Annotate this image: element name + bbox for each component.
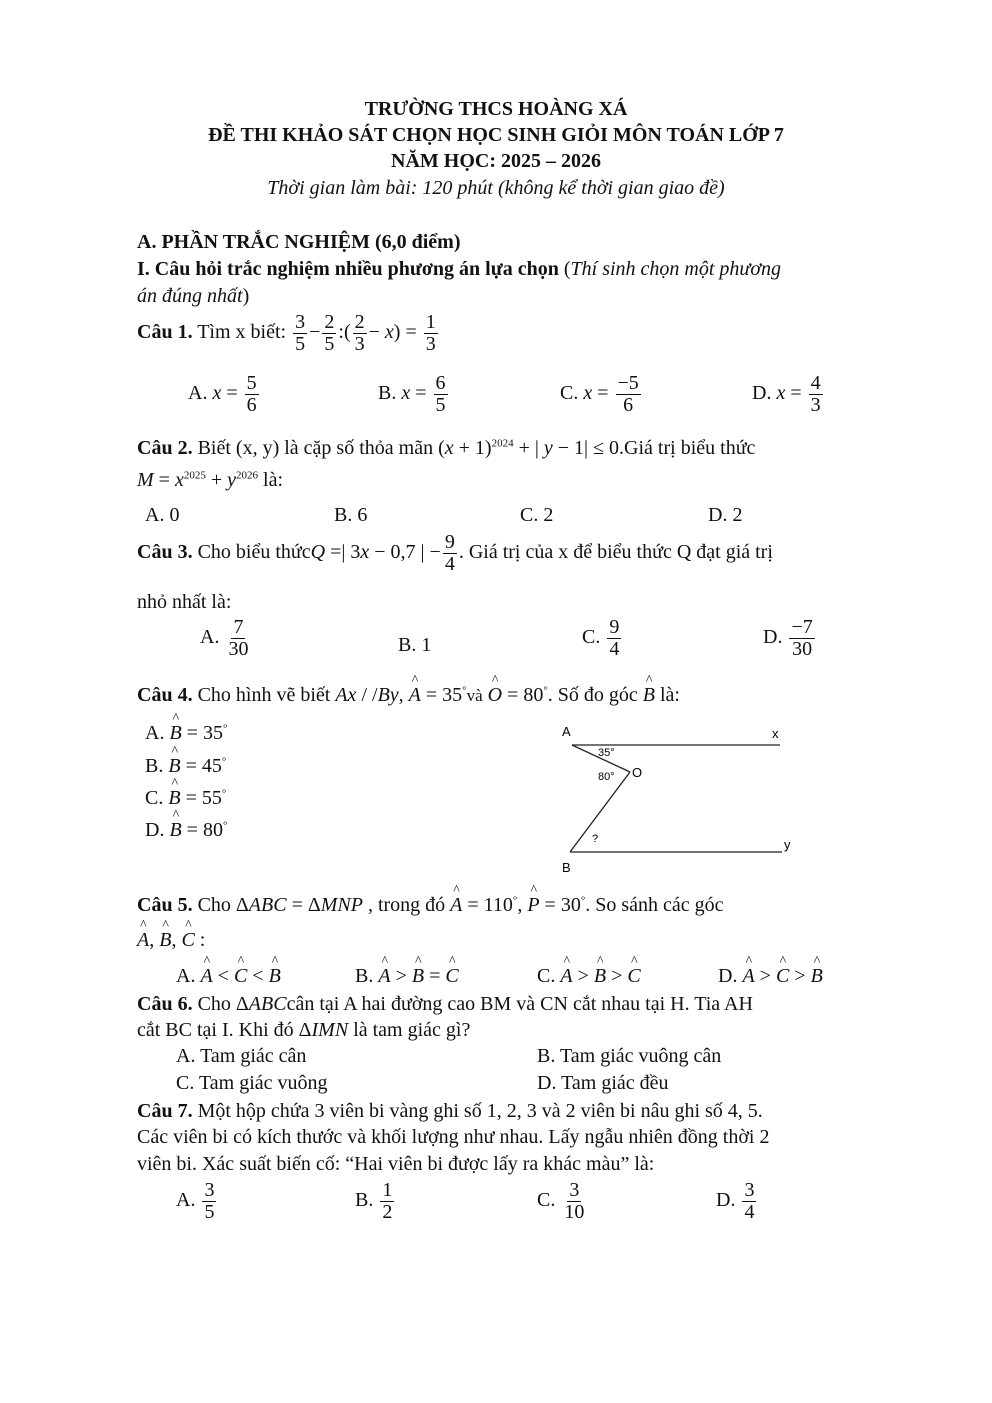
q3-option-d[interactable]: D. $\frac{-7}{30}$ <box>763 616 813 660</box>
q3-option-a[interactable]: A. $\frac{7}{30}$ <box>200 616 249 660</box>
label-question: ? <box>592 833 599 845</box>
q6-text1: Cho <box>197 993 231 1015</box>
note-open: ( <box>563 258 571 280</box>
label-o: O <box>632 765 643 780</box>
q3-c-label: C. <box>582 626 601 649</box>
q4-text2: . Số đo góc <box>547 684 638 706</box>
exam-title: ĐỀ THI KHẢO SÁT CHỌN HỌC SINH GIỎI MÔN TOÁN LỚP 7 <box>208 124 784 146</box>
q5-b-label: B. <box>355 965 374 987</box>
part-i-line2 <box>137 285 249 308</box>
q4-text1: Cho hình vẽ biết <box>197 684 331 706</box>
q3-text2: . Giá trị của x để biểu thức Q đạt giá trị <box>458 541 773 564</box>
q5-option-b[interactable]: B. ^ A > ^ B = ^ C <box>355 965 459 988</box>
q2-option-d[interactable]: D. 2 <box>708 504 743 526</box>
q7-option-d[interactable]: D. $\frac{3}{4}$ <box>716 1179 755 1223</box>
q7-a-label: A. <box>176 1189 196 1212</box>
q4-b-label: B. <box>145 755 164 777</box>
school-name: TRƯỜNG THCS HOÀNG XÁ <box>364 98 628 120</box>
label-x: x <box>772 726 779 741</box>
q6-label: Câu 6. <box>137 993 193 1015</box>
q5-a-label: A. <box>176 965 196 987</box>
q4-figure <box>550 722 810 882</box>
q4-text-va: và <box>466 686 483 705</box>
q3-stem-line1: Câu 3. Cho biểu thứcQ =| 3x − 0,7 | − $\frac{9}{4}$ . Giá trị của x để biểu thức Q đạt giá trị <box>137 531 773 575</box>
note-close: ) <box>242 285 250 307</box>
q6-stem-line1: Câu 6. Cho ΔABCcân tại A hai đường cao BM và CN cắt nhau tại H. Tia AH <box>137 993 753 1015</box>
q7-option-a[interactable]: A. $\frac{3}{5}$ <box>176 1179 215 1223</box>
q1-option-a[interactable]: A. x = $\frac{5}{6}$ <box>188 372 257 416</box>
q2-option-c[interactable]: C. 2 <box>520 504 554 526</box>
q3-option-b[interactable]: B. 1 <box>398 634 432 656</box>
q4-b-value: 45 <box>201 755 222 777</box>
note-italic-1: Thí sinh chọn một phương <box>570 258 781 280</box>
q7-label: Câu 7. <box>137 1100 193 1122</box>
q4-a-label: A. <box>145 722 165 744</box>
q2-text2: .Giá trị biểu thức <box>619 437 756 459</box>
q1-stem: Câu 1. Tìm x biết: $\frac{3}{5}$ − $\frac{2}{5}$ :( $\frac{2}{3}$ − x) = $\frac{1}{3}$ <box>137 311 436 355</box>
q5-option-c[interactable]: C. ^ A > ^ B > ^ C <box>537 965 641 988</box>
q5-label: Câu 5. <box>137 894 193 916</box>
q5-text3: . So sánh các góc <box>585 894 724 916</box>
q3-option-c[interactable]: C. $\frac{9}{4}$ <box>582 616 620 660</box>
q3-label: Câu 3. <box>137 541 193 564</box>
q4-text3: là: <box>659 684 680 706</box>
q7-c-label: C. <box>537 1189 556 1212</box>
q1-option-b[interactable]: B. x = $\frac{6}{5}$ <box>378 372 446 416</box>
q7-option-b[interactable]: B. $\frac{1}{2}$ <box>355 1179 393 1223</box>
q4-option-a[interactable]: A. ^ B = 35° <box>145 722 227 745</box>
note-italic-2: án đúng nhất <box>137 285 243 307</box>
q7-b-label: B. <box>355 1189 374 1212</box>
q4-option-c[interactable]: C. ^ B = 55° <box>145 787 226 810</box>
q7-option-c[interactable]: C. $\frac{3}{10}$ <box>537 1179 585 1223</box>
q2-text1: Biết (x, y) là cặp số thỏa mãn <box>197 437 434 459</box>
q4-option-d[interactable]: D. ^ B = 80° <box>145 819 227 842</box>
label-35: 35° <box>598 747 615 759</box>
q5-option-a[interactable]: A. ^ A < ^ C < ^ B <box>176 965 281 988</box>
q6-option-d[interactable]: D. Tam giác đều <box>537 1072 669 1094</box>
q3-text1: Cho biểu thức <box>197 541 311 564</box>
q5-text1: Cho <box>197 894 231 916</box>
q7-stem-line2: Các viên bi có kích thước và khối lượng như nhau. Lấy ngẫu nhiên đồng thời 2 <box>137 1126 770 1148</box>
q6-text3: cắt BC tại I. Khi đó <box>137 1019 294 1041</box>
q6-text4: là tam giác gì? <box>353 1019 471 1041</box>
q6-option-b[interactable]: B. Tam giác vuông cân <box>537 1045 722 1067</box>
q3-d-label: D. <box>763 626 783 649</box>
q6-option-a[interactable]: A. Tam giác cân <box>176 1045 307 1067</box>
q4-c-label: C. <box>145 787 164 809</box>
q2-option-b[interactable]: B. 6 <box>334 504 368 526</box>
label-a: A <box>562 724 571 739</box>
q1-b-label: B. <box>378 382 397 405</box>
q5-c-label: C. <box>537 965 556 987</box>
label-80: 80° <box>598 771 615 783</box>
q5-stem-line2: ^ A, ^ B, ^ C : <box>137 929 205 952</box>
q1-c-label: C. <box>560 382 579 405</box>
part-i-title: I. Câu hỏi trắc nghiệm nhiều phương án lựa chọn <box>137 258 559 280</box>
q1-d-label: D. <box>752 382 772 405</box>
q3-stem-line2: nhỏ nhất là: <box>137 591 232 613</box>
section-a-title: A. PHẦN TRẮC NGHIỆM (6,0 điểm) <box>137 231 461 253</box>
q1-option-c[interactable]: C. x = $\frac{-5}{6}$ <box>560 372 639 416</box>
q5-stem-line1: Câu 5. Cho ΔABC = ΔMNP , trong đó ^ A = 110°, ^ P = 30°. So sánh các góc <box>137 894 724 917</box>
q2-label: Câu 2. <box>137 437 193 459</box>
q4-d-value: 80 <box>202 819 223 841</box>
q3-a-label: A. <box>200 626 220 649</box>
q4-c-value: 55 <box>201 787 222 809</box>
q5-option-d[interactable]: D. ^ A > ^ C > ^ B <box>718 965 823 988</box>
label-y: y <box>784 837 791 852</box>
q4-label: Câu 4. <box>137 684 193 706</box>
q7-d-label: D. <box>716 1189 736 1212</box>
q4-stem: Câu 4. Cho hình vẽ biết Ax / /By, ^ A = 35°và ^ O = 80°. Số đo góc ^ B là: <box>137 684 680 707</box>
exam-time: Thời gian làm bài: 120 phút (không kể thời gian giao đề) <box>267 177 725 199</box>
q5-d-label: D. <box>718 965 738 987</box>
q2-stem-line1: Câu 2. Biết (x, y) là cặp số thỏa mãn $(x + 1)^{2024}$ + | y − 1| ≤ 0.Giá trị biểu thức <box>137 437 756 459</box>
label-b: B <box>562 860 571 875</box>
school-year: NĂM HỌC: 2025 – 2026 <box>391 150 601 172</box>
q1-label: Câu 1. <box>137 321 193 344</box>
q4-option-b[interactable]: B. ^ B = 45° <box>145 755 226 778</box>
q7-stem-line3: viên bi. Xác suất biến cố: “Hai viên bi được lấy ra khác màu” là: <box>137 1153 655 1175</box>
q4-a-value: 35 <box>202 722 223 744</box>
q2-stem-line2: $M = x^{2025} + y^{2026}$ là: <box>137 469 284 491</box>
q2-text3: là: <box>263 469 284 491</box>
q7-stem-line1 <box>137 1100 763 1123</box>
q6-option-c[interactable]: C. Tam giác vuông <box>176 1072 328 1094</box>
q7-line1: Một hộp chứa 3 viên bi vàng ghi số 1, 2, 3 và 2 viên bi nâu ghi số 4, 5. <box>197 1100 763 1122</box>
q6-stem-line2: cắt BC tại I. Khi đó ΔIMN là tam giác gì? <box>137 1019 471 1041</box>
segment-ob <box>570 772 630 852</box>
q1-a-label: A. <box>188 382 208 405</box>
q1-text: Tìm x biết: <box>197 321 287 344</box>
part-i-line1 <box>137 258 781 281</box>
q4-d-label: D. <box>145 819 165 841</box>
q2-option-a[interactable]: A. 0 <box>145 504 180 526</box>
q6-text2: cân tại A hai đường cao BM và CN cắt nhau tại H. Tia AH <box>286 993 753 1015</box>
q5-text2: , trong đó <box>367 894 446 916</box>
q1-option-d[interactable]: D. x = $\frac{4}{3}$ <box>752 372 821 416</box>
